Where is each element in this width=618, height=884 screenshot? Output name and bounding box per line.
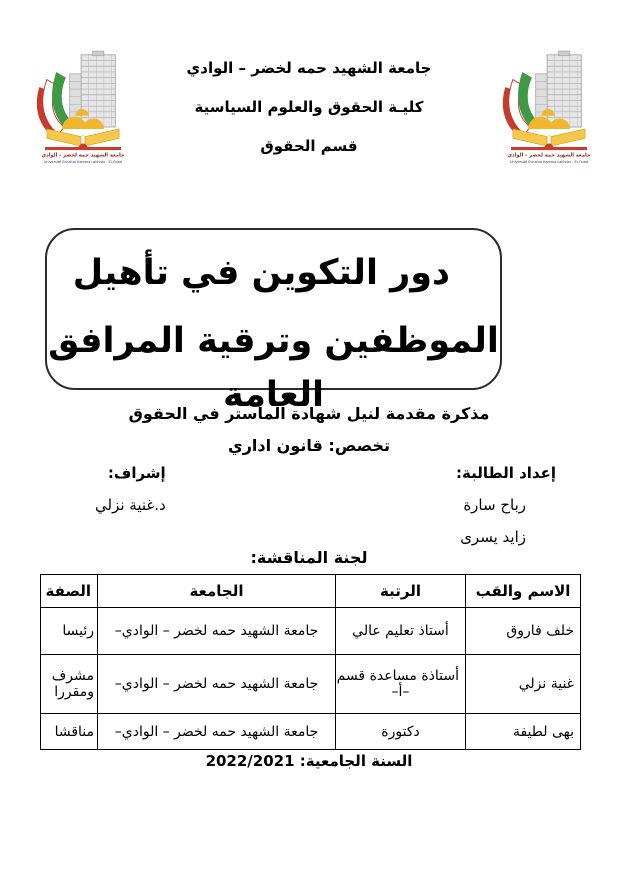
column-header-university: الجامعة [98,575,336,608]
table-row [41,714,581,750]
member-role: مشرف ومقررا [41,655,98,714]
member-name: بهى لطيفة [466,714,581,750]
university-logo-icon [492,48,606,170]
member-rank-line1: أستاذة مساعدة قسم [336,668,459,684]
faculty-name: كليـة الحقوق والعلوم السياسية [194,98,424,116]
member-rank-line2: –أ– [391,684,410,700]
member-rank: دكتورة [336,714,466,750]
committee-heading: لجنة المناقشة: [250,548,368,567]
supervision-label: إشراف: [107,464,166,482]
logo-french-caption: Université Echahid Hamma Lakhdar - El-Oued [509,160,589,165]
supervisor-name: د.غنية نزلي [95,496,166,514]
university-logo-icon [26,48,140,170]
committee-table [40,574,581,750]
member-university: جامعة الشهيد حمه لخضر – الوادي– [98,608,336,655]
header [145,58,473,175]
open-book-icon [47,129,119,146]
member-university: جامعة الشهيد حمه لخضر – الوادي– [98,714,336,750]
member-university: جامعة الشهيد حمه لخضر – الوادي– [98,655,336,714]
thesis-title-line1: دور التكوين في تأهيل [72,253,450,293]
red-bar [45,147,121,150]
thesis-title-line2: الموظفين وترقية المرافق العامة [48,321,499,415]
university-logo-right [492,48,606,170]
member-role: مناقشا [41,714,98,750]
logo-arabic-caption: جامعة الشهيد حمه لخضر - الوادي [507,152,591,159]
student-name: زايد يسرى [460,528,526,546]
member-rank [336,655,466,714]
department-name: قسم الحقوق [260,137,358,155]
member-name: غنية نزلي [466,655,581,714]
table-row [41,655,581,714]
preparation-label: إعداد الطالبة: [456,464,556,482]
table-header-row [41,575,581,608]
logo-arabic-caption: جامعة الشهيد حمه لخضر - الوادي [41,152,125,159]
table-row [41,608,581,655]
red-bar [511,147,587,150]
member-rank: أستاذ تعليم عالي [336,608,466,655]
student-name: رباح سارة [463,496,526,514]
university-logo-left [26,48,140,170]
column-header-name: الاسم والقب [466,575,581,608]
logo-french-caption: Université Echahid Hamma Lakhdar - El-Oued [43,160,123,165]
preparation-supervision-row [95,463,556,547]
academic-year: السنة الجامعية: 2022/2021 [205,752,413,770]
column-header-role: الصفة [41,575,98,608]
column-header-rank: الرتبة [336,575,466,608]
university-name: جامعة الشهيد حمه لخضر – الوادي [186,59,432,77]
memo-line: مذكرة مقدمة لنيل شهادة الماستر في الحقوق [128,404,490,423]
preparation-block [456,463,556,547]
member-role: رئيسا [41,608,98,655]
specialty-line: تخصص: قانون اداري [228,436,390,455]
supervision-block [95,463,166,515]
member-name: خلف فاروق [466,608,581,655]
open-book-icon [513,129,585,146]
